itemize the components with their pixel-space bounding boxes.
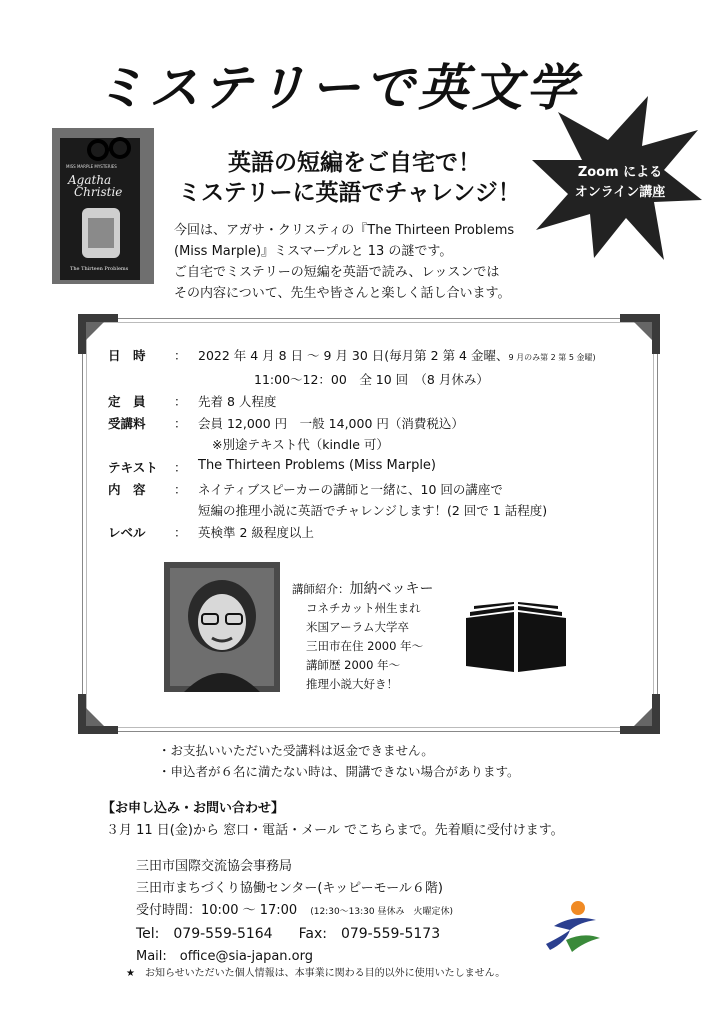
org-phone [136, 923, 453, 946]
date-label: 日 時 [108, 348, 146, 363]
subtitle-line1: 英語の短編をご自宅で！ [228, 150, 481, 176]
contact-heading: 【お申し込み・お問い合わせ】 [102, 801, 285, 816]
fee-row [0, 414, 724, 432]
org-address: 三田市まちづくり協働センター(キッピーモール６階) [136, 881, 443, 896]
page-title: ミステリーで英文学 [95, 59, 580, 117]
capacity-row [0, 392, 724, 410]
contact-instructions: ３月 11 日(金)から 窓口・電話・メール でこちらまで。先着順に受付けます。 [106, 823, 564, 838]
teacher-line: 推理小説大好き！ [306, 677, 398, 691]
book-cover-title: The Thirteen Problems [70, 266, 129, 272]
content-value1: ネイティブスピーカーの講師と一緒に、10 回の講座で [198, 482, 503, 497]
open-book-icon [462, 602, 570, 674]
teacher-profile [292, 580, 434, 694]
association-logo-icon [540, 900, 604, 956]
org-mail: Mail: office@sia-japan.org [136, 949, 313, 964]
book-cover-author2: Christie [74, 185, 123, 199]
capacity-value: 先着 8 人程度 [198, 394, 277, 409]
org-tel: Tel: 079-559-5164 [136, 926, 273, 942]
colon: ： [174, 525, 187, 540]
org-hours [136, 900, 453, 923]
note-refund: ・お支払いいただいた受講料は返金できません。 [158, 743, 434, 758]
teacher-line: 米国アーラム大学卒 [306, 620, 410, 634]
teacher-name: 加納ベッキー [349, 581, 434, 597]
level-value: 英検準 2 級程度以上 [198, 525, 314, 540]
text-row [0, 458, 724, 476]
level-label: レベル [108, 525, 146, 540]
teacher-heading-prefix: 講師紹介： [292, 582, 350, 596]
book-cover-photo [52, 128, 154, 284]
teacher-line: 三田市在住 2000 年～ [306, 639, 424, 653]
date-note: 9 月のみ第 2 第 5 金曜) [508, 353, 596, 362]
colon: ： [174, 460, 187, 475]
colon: ： [174, 482, 187, 497]
teacher-heading [292, 580, 434, 599]
text-label: テキスト [108, 460, 158, 475]
colon: ： [174, 348, 187, 363]
teacher-photo [164, 562, 280, 692]
intro-text [174, 220, 574, 304]
intro-line: その内容について、先生や皆さんと楽しく話し合います。 [174, 286, 511, 301]
organization-info [136, 856, 453, 968]
subtitle-line2: ミステリーに英語でチャレンジ！ [178, 180, 521, 206]
fee-label: 受講料 [108, 416, 146, 431]
privacy-footer: ★ お知らせいただいた個人情報は、本事業に関わる目的以外に使用いたしません。 [126, 968, 506, 979]
content-label: 内 容 [108, 482, 146, 497]
text-value: The Thirteen Problems (Miss Marple) [198, 458, 437, 473]
capacity-label: 定 員 [108, 394, 146, 409]
teacher-line: コネチカット州生まれ [306, 601, 421, 615]
intro-line: (Miss Marple)』ミスマープルと 13 の謎です。 [174, 244, 453, 259]
content-row [0, 480, 724, 498]
time-value: 11:00～12：00 全 10 回 （8 月休み） [254, 372, 489, 387]
content-value2: 短編の推理小説に英語でチャレンジします！(2 回で 1 話程度) [198, 503, 548, 518]
badge-line1: Zoom による [577, 165, 663, 180]
book-cover-series: MISS MARPLE MYSTERIES [66, 164, 117, 169]
frame-corner-bottom-left [78, 694, 118, 734]
level-row [0, 523, 724, 541]
intro-line: 今回は、アガサ・クリスティの『The Thirteen Problems [174, 223, 515, 238]
date-row [0, 346, 724, 364]
note-minimum: ・申込者が６名に満たない時は、開講できない場合があります。 [158, 764, 520, 779]
intro-line: ご自宅でミステリーの短編を英語で読み、レッスンでは [174, 265, 500, 280]
org-hours-text: 受付時間：10:00 ～ 17:00 [136, 903, 298, 918]
fee-value: 会員 12,000 円 一般 14,000 円（消費税込） [198, 416, 464, 431]
org-hours-note: (12:30～13:30 昼休み 火曜定休) [310, 907, 453, 917]
colon: ： [174, 394, 187, 409]
teacher-line: 講師歴 2000 年～ [306, 658, 401, 672]
date-text: 2022 年 4 月 8 日 ～ 9 月 30 日(毎月第 2 第 4 金曜、 [198, 348, 509, 363]
org-name: 三田市国際交流協会事務局 [136, 859, 293, 874]
fee-note: ※別途テキスト代（kindle 可） [212, 437, 389, 452]
badge-line2: オンライン講座 [574, 185, 666, 200]
colon: ： [174, 416, 187, 431]
frame-corner-bottom-right [620, 694, 660, 734]
org-fax: Fax: 079-559-5173 [298, 926, 441, 942]
book-cover-author1: Agatha [68, 173, 112, 187]
date-value [198, 346, 596, 364]
